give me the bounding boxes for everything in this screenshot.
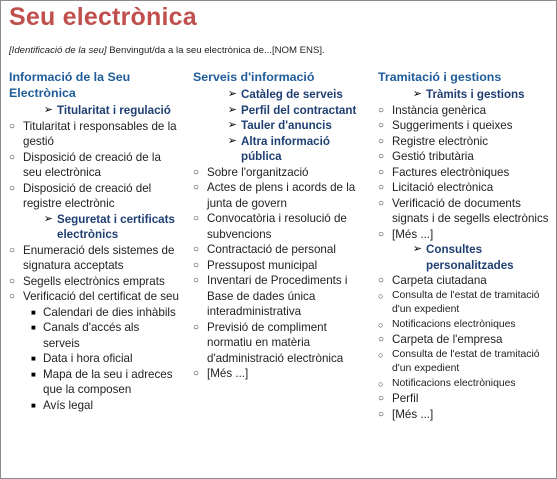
circle-bullet-icon: ○ xyxy=(378,228,385,240)
circle-bullet-icon: ○ xyxy=(9,244,16,256)
list-link[interactable] xyxy=(9,243,179,274)
list-link[interactable] xyxy=(378,332,550,348)
circle-bullet-icon: ○ xyxy=(378,104,385,116)
square-bullet-icon: ■ xyxy=(31,369,36,379)
section-link-label: Tauler d'anuncis xyxy=(241,119,332,132)
list-link-label: Sobre l'organització xyxy=(207,165,309,179)
sub-link-label: Mapa de la seu i adreces que la composen xyxy=(43,367,173,396)
list-link[interactable] xyxy=(378,134,550,150)
circle-bullet-icon: ○ xyxy=(378,319,384,330)
list-link[interactable] xyxy=(378,273,550,289)
list-link-label: Segells electrònics emprats xyxy=(23,274,165,288)
circle-bullet-icon: ○ xyxy=(9,151,16,163)
list-link[interactable] xyxy=(193,273,363,320)
sub-link-label: Data i hora oficial xyxy=(43,352,133,365)
column-heading: Serveis d'informació xyxy=(193,70,315,84)
column-heading: Informació de la Seu Electrònica xyxy=(9,70,131,100)
circle-bullet-icon: ○ xyxy=(378,120,385,131)
arrow-bullet-icon: ➢ xyxy=(43,104,53,116)
sub-link[interactable] xyxy=(9,367,179,398)
list-link[interactable] xyxy=(378,103,550,119)
arrow-bullet-icon: ➢ xyxy=(412,88,422,100)
list-link-label: Registre electrònic xyxy=(392,134,489,148)
list-link[interactable] xyxy=(193,211,363,242)
circle-bullet-icon: ○ xyxy=(193,259,200,271)
section-link[interactable] xyxy=(378,87,550,103)
list-link-label: [Més ...] xyxy=(207,367,249,380)
circle-bullet-icon: ○ xyxy=(9,120,16,132)
circle-bullet-icon: ○ xyxy=(378,275,385,286)
list-link[interactable] xyxy=(193,366,363,382)
column-serveis-informacio xyxy=(193,69,363,382)
section-link-label: Titularitat i regulació xyxy=(57,104,171,117)
arrow-bullet-icon: ➢ xyxy=(227,119,237,131)
section-link-label: Altra informació pública xyxy=(241,134,330,163)
list-link-label: [Més ...] xyxy=(392,407,434,421)
list-link-label: Pressupost municipal xyxy=(207,258,318,272)
list-link-label: Disposició de creació del registre electrònic xyxy=(23,181,152,210)
circle-bullet-icon: ○ xyxy=(378,135,385,147)
list-link[interactable] xyxy=(9,119,179,150)
column-tramitacio-gestions xyxy=(378,69,550,422)
arrow-bullet-icon: ➢ xyxy=(227,134,237,147)
circle-bullet-icon: ○ xyxy=(378,290,384,301)
list-link[interactable] xyxy=(193,242,363,258)
arrow-bullet-icon: ➢ xyxy=(43,212,53,225)
list-link[interactable] xyxy=(193,180,363,211)
list-link[interactable] xyxy=(378,118,550,134)
circle-bullet-icon: ○ xyxy=(193,182,200,193)
section-link-label: Catàleg de serveis xyxy=(241,88,343,101)
list-link[interactable] xyxy=(378,377,550,392)
list-link-label: Instància genèrica xyxy=(392,103,487,117)
list-link-label: Suggeriments i queixes xyxy=(392,119,513,132)
section-link[interactable] xyxy=(193,103,363,119)
list-link-label: Enumeració dels sistemes de signatura acceptats xyxy=(23,243,175,272)
list-link-label: Inventari de Procediments i Base de dades única interadministrativa xyxy=(207,274,348,318)
circle-bullet-icon: ○ xyxy=(378,182,385,193)
list-link-label: Actes de plens i acords de la junta de govern xyxy=(207,181,356,210)
list-link[interactable] xyxy=(378,227,550,243)
circle-bullet-icon: ○ xyxy=(378,197,385,209)
sub-link[interactable] xyxy=(9,320,179,351)
list-link-label: Convocatòria i resolució de subvencions xyxy=(207,212,347,241)
circle-bullet-icon: ○ xyxy=(193,213,200,224)
section-link-label: Consultes personalitzades xyxy=(426,243,514,272)
list-link-label: Verificació del certificat de seu xyxy=(23,290,179,303)
list-link-label: Notificacions electròniques xyxy=(392,377,516,389)
column-heading: Tramitació i gestions xyxy=(378,70,502,84)
list-link[interactable] xyxy=(9,150,179,181)
sub-link-label: Canals d'accés als serveis xyxy=(43,321,140,350)
arrow-bullet-icon: ➢ xyxy=(227,88,237,100)
list-link-label: Titularitat i responsables de la gestió xyxy=(23,119,177,148)
circle-bullet-icon: ○ xyxy=(378,408,385,420)
section-link[interactable] xyxy=(9,103,179,119)
section-link[interactable] xyxy=(193,87,363,103)
list-link-label: Disposició de creació de la seu electrònica xyxy=(23,150,161,179)
list-link-label: Carpeta de l'empresa xyxy=(392,333,503,346)
section-link[interactable] xyxy=(193,134,363,165)
sub-link[interactable] xyxy=(9,351,179,367)
arrow-bullet-icon: ➢ xyxy=(227,103,237,116)
circle-bullet-icon: ○ xyxy=(193,368,200,379)
list-link-label: Gestió tributària xyxy=(392,150,474,163)
list-link[interactable] xyxy=(9,181,179,212)
square-bullet-icon: ■ xyxy=(31,354,36,363)
circle-bullet-icon: ○ xyxy=(193,321,200,333)
list-link[interactable] xyxy=(9,289,179,305)
arrow-bullet-icon: ➢ xyxy=(412,243,422,255)
list-link-label: Contractació de personal xyxy=(207,243,336,256)
circle-bullet-icon: ○ xyxy=(193,275,200,286)
sub-link[interactable] xyxy=(9,305,179,321)
circle-bullet-icon: ○ xyxy=(378,151,385,162)
section-link-label: Seguretat i certificats electrònics xyxy=(57,212,175,241)
sub-link-label: Avís legal xyxy=(43,398,94,412)
list-link[interactable] xyxy=(378,289,550,318)
list-link[interactable] xyxy=(9,274,179,290)
list-link-label: Consulta de l'estat de tramitació d'un expedient xyxy=(392,348,540,374)
circle-bullet-icon: ○ xyxy=(378,349,384,360)
section-link-label: Perfil del contractant xyxy=(241,103,357,117)
circle-bullet-icon: ○ xyxy=(378,166,385,178)
circle-bullet-icon: ○ xyxy=(378,378,384,389)
square-bullet-icon: ■ xyxy=(31,323,36,332)
list-link[interactable] xyxy=(378,165,550,181)
list-link-label: Notificacions electròniques xyxy=(392,318,516,330)
circle-bullet-icon: ○ xyxy=(193,166,200,178)
list-link[interactable] xyxy=(378,348,550,377)
square-bullet-icon: ■ xyxy=(31,400,36,410)
circle-bullet-icon: ○ xyxy=(9,182,16,194)
circle-bullet-icon: ○ xyxy=(378,393,385,404)
section-link[interactable] xyxy=(9,212,179,243)
list-link-label: Licitació electrònica xyxy=(392,181,494,194)
intro-identifier: [Identificació de la seu] xyxy=(9,45,107,56)
list-link[interactable] xyxy=(193,258,363,274)
circle-bullet-icon: ○ xyxy=(9,291,16,302)
list-link[interactable] xyxy=(378,149,550,165)
list-link-label: Consulta de l'estat de tramitació d'un expedient xyxy=(392,289,540,315)
square-bullet-icon: ■ xyxy=(31,307,36,317)
sub-link[interactable] xyxy=(9,398,179,414)
list-link-label: Verificació de documents signats i de segells electrònics xyxy=(392,196,549,225)
list-link[interactable] xyxy=(378,318,550,333)
list-link[interactable] xyxy=(378,407,550,423)
circle-bullet-icon: ○ xyxy=(378,334,385,345)
list-link[interactable] xyxy=(378,391,550,407)
list-link-label: Carpeta ciutadana xyxy=(392,274,487,287)
circle-bullet-icon: ○ xyxy=(9,275,16,287)
intro-welcome: Benvingut/da a la seu electrònica de...[NOM ENS]. xyxy=(106,45,325,56)
circle-bullet-icon: ○ xyxy=(193,244,200,255)
list-link-label: Factures electròniques xyxy=(392,165,510,179)
list-link[interactable] xyxy=(378,196,550,227)
section-link[interactable] xyxy=(378,242,550,273)
list-link[interactable] xyxy=(193,320,363,367)
list-link-label: Previsió de compliment normatiu en matèria d'administració electrònica xyxy=(207,320,344,365)
section-link[interactable] xyxy=(193,118,363,134)
list-link-label: Perfil xyxy=(392,392,419,405)
sub-link-label: Calendari de dies inhàbils xyxy=(43,305,176,319)
list-link[interactable] xyxy=(193,165,363,181)
section-link-label: Tràmits i gestions xyxy=(426,88,525,101)
list-link[interactable] xyxy=(378,180,550,196)
intro-text xyxy=(9,45,325,56)
list-link-label: [Més ...] xyxy=(392,227,434,241)
column-info-seu xyxy=(9,69,179,413)
page-title: Seu electrònica xyxy=(9,3,197,31)
